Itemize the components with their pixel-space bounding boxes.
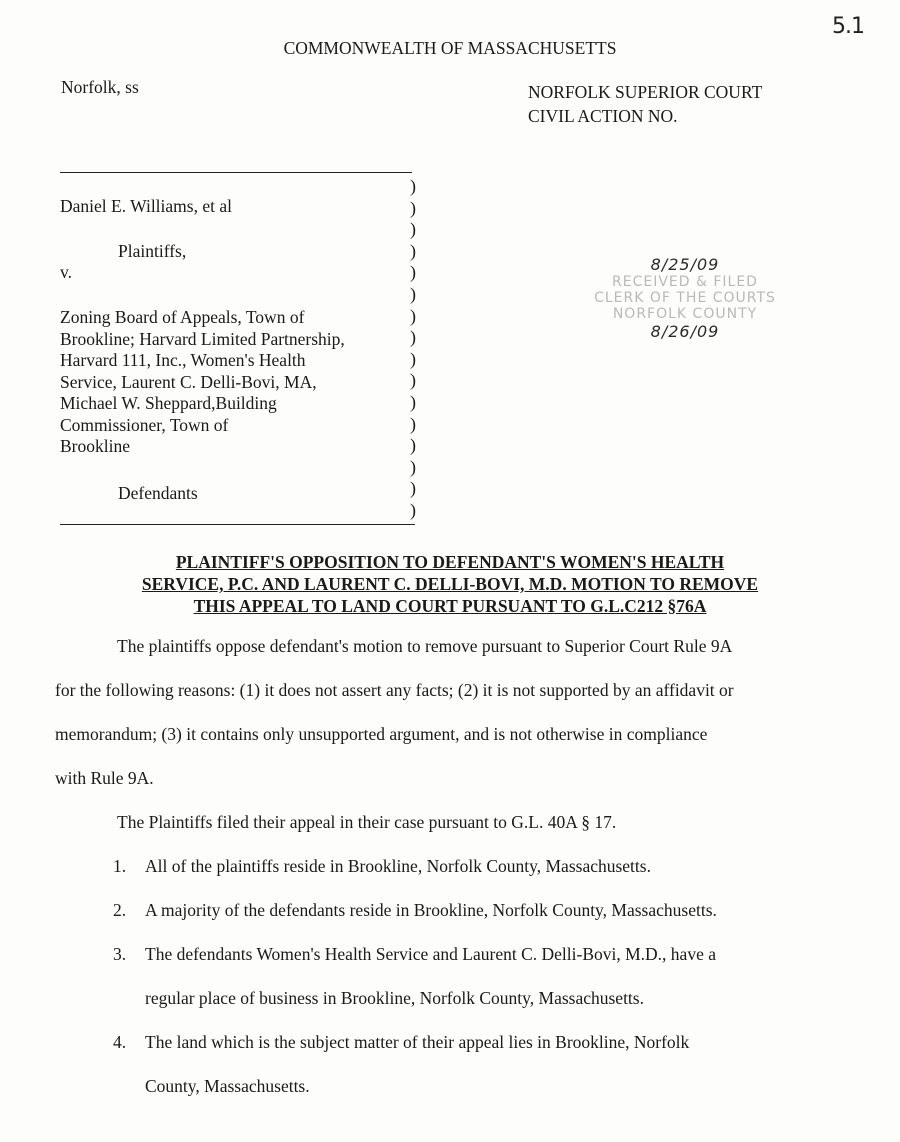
versus-label: v.	[60, 262, 72, 282]
list-number: 3.	[113, 944, 127, 964]
document-title	[0, 551, 900, 617]
defendants-list	[60, 307, 345, 458]
stamp-county-line: NORFOLK COUNTY	[612, 306, 758, 322]
defendant-line: Brookline; Harvard Limited Partnership,	[60, 328, 345, 349]
list-text: All of the plaintiffs reside in Brookline, Norfolk County, Massachusetts.	[145, 856, 651, 876]
county-label: Norfolk, ss	[61, 77, 139, 97]
title-line: THIS APPEAL TO LAND COURT PURSUANT TO G.L.C212 §76A	[193, 596, 707, 616]
list-item	[55, 932, 855, 1020]
stamp-received-line: RECEIVED & FILED	[612, 274, 758, 290]
opposition-paragraph	[55, 624, 855, 800]
list-number: 4.	[113, 1032, 127, 1052]
defendant-line: Commissioner, Town of	[60, 414, 229, 435]
caption-top-rule	[60, 172, 412, 173]
defendant-line: Harvard 111, Inc., Women's Health	[60, 350, 306, 370]
caption-bottom-rule	[60, 524, 415, 525]
list-number: 2.	[113, 900, 127, 920]
defendant-line: Zoning Board of Appeals, Town of	[60, 307, 305, 327]
paragraph-line: The plaintiffs oppose defendant's motion to remove pursuant to Superior Court Rule 9A	[117, 636, 733, 656]
title-line: PLAINTIFF'S OPPOSITION TO DEFENDANT'S WOMEN'S HEALTH	[175, 552, 725, 572]
defendant-line: Brookline	[60, 436, 130, 456]
paragraph-line: with Rule 9A.	[55, 768, 154, 788]
defendant-role: Defendants	[118, 483, 198, 503]
plaintiff-name: Daniel E. Williams, et al	[60, 196, 232, 216]
defendant-line: Michael W. Sheppard,Building	[60, 393, 277, 413]
civil-action-number: CIVIL ACTION NO.	[528, 106, 678, 126]
stamp-date-top: 8/25/09	[650, 255, 720, 274]
list-text: The land which is the subject matter of their appeal lies in Brookline, Norfolk	[145, 1032, 690, 1052]
list-text: County, Massachusetts.	[145, 1076, 310, 1096]
appeal-paragraph: The Plaintiffs filed their appeal in their case pursuant to G.L. 40A § 17.	[117, 812, 617, 832]
paragraph-line: for the following reasons: (1) it does not assert any facts; (2) it is not supported by an affidavit or	[55, 680, 734, 700]
stamp-date-bottom: 8/26/09	[650, 322, 720, 341]
list-item	[55, 1020, 855, 1108]
list-text: The defendants Women's Health Service and Laurent C. Delli-Bovi, M.D., have a	[145, 944, 716, 964]
list-text: A majority of the defendants reside in Brookline, Norfolk County, Massachusetts.	[145, 900, 717, 920]
received-stamp	[575, 255, 795, 341]
numbered-list	[55, 844, 855, 1108]
stamp-clerk-line: CLERK OF THE COURTS	[594, 290, 776, 306]
defendant-line: Service, Laurent C. Delli-Bovi, MA,	[60, 371, 317, 392]
title-line: SERVICE, P.C. AND LAURENT C. DELLI-BOVI, M.D. MOTION TO REMOVE	[141, 574, 759, 594]
page-number: 5.1	[832, 14, 864, 39]
plaintiff-role: Plaintiffs,	[118, 241, 187, 261]
list-number: 1.	[113, 856, 127, 876]
caption-parentheses: ) ) ) ) ) ) ) ) ) ) ) ) ) ) ) )	[410, 176, 416, 520]
list-item	[55, 844, 855, 888]
court-name: NORFOLK SUPERIOR COURT	[528, 82, 763, 102]
jurisdiction-heading: COMMONWEALTH OF MASSACHUSETTS	[283, 38, 617, 58]
list-text: regular place of business in Brookline, Norfolk County, Massachusetts.	[145, 988, 644, 1008]
paragraph-line: memorandum; (3) it contains only unsupported argument, and is not otherwise in compliance	[55, 724, 708, 744]
court-block	[528, 80, 762, 128]
list-item	[55, 888, 855, 932]
